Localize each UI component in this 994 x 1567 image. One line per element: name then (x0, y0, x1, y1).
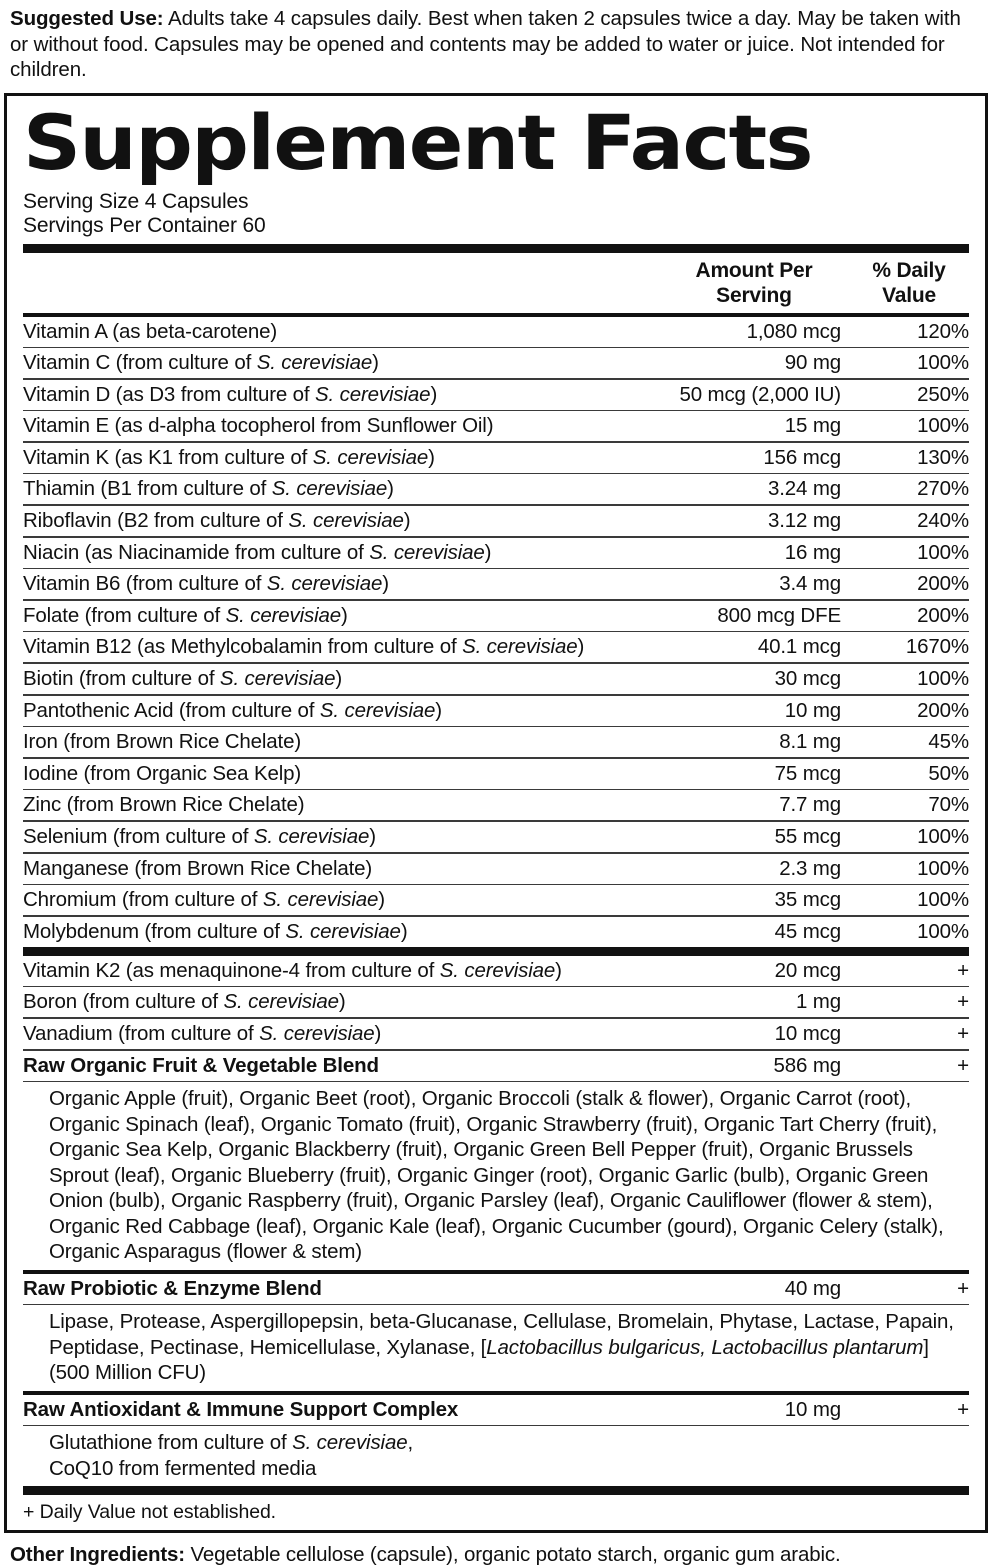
suggested-use-label: Suggested Use: (10, 7, 164, 30)
header-amount-line2: Serving (716, 283, 792, 307)
nutrient-row (23, 727, 969, 757)
nutrient-amount: 586 mg (773, 1053, 841, 1077)
nutrient-daily-value: 45% (928, 730, 969, 754)
nutrient-row (23, 1019, 969, 1049)
nutrient-name: Raw Antioxidant & Immune Support Complex (23, 1397, 459, 1421)
nutrient-name: Riboflavin (B2 from culture of S. cerevisiae) (23, 509, 411, 533)
divider-thick-mid (23, 947, 969, 956)
nutrient-name: Vitamin D (as D3 from culture of S. cerevisiae) (23, 382, 438, 406)
nutrient-daily-value: + (957, 1276, 969, 1300)
nutrient-name: Iron (from Brown Rice Chelate) (23, 730, 302, 754)
blend-ingredients: Lipase, Protease, Aspergillopepsin, beta-Glucanase, Cellulase, Bromelain, Phytase, Lactase, Papain, Peptidase, Pectinase, Hemicellulase, Xylanase, [Lactobacillus bulgaricus, Lactobacillus plantarum] (500 Million CFU) (49, 1310, 954, 1385)
nutrient-name: Vitamin E (as d-alpha tocopherol from Sunflower Oil) (23, 414, 494, 438)
nutrient-name: Folate (from culture of S. cerevisiae) (23, 603, 348, 627)
nutrient-name: Iodine (from Organic Sea Kelp) (23, 761, 302, 785)
nutrient-daily-value: 250% (917, 382, 969, 406)
nutrient-amount: 10 mg (784, 698, 841, 722)
nutrient-name: Vitamin K (as K1 from culture of S. cerevisiae) (23, 445, 435, 469)
nutrient-daily-value: 130% (917, 445, 969, 469)
blend-row (23, 1051, 969, 1081)
nutrient-name: Manganese (from Brown Rice Chelate) (23, 856, 373, 880)
nutrient-daily-value: 240% (917, 509, 969, 533)
nutrient-amount: 8.1 mg (779, 730, 841, 754)
other-nutrients-list (23, 956, 969, 1051)
other-ingredients-label: Other Ingredients: (10, 1543, 185, 1567)
nutrient-row (23, 632, 969, 662)
nutrient-name: Vitamin A (as beta-carotene) (23, 319, 278, 343)
nutrient-amount: 3.24 mg (767, 477, 841, 501)
nutrient-daily-value: + (957, 1021, 969, 1045)
nutrient-name: Pantothenic Acid (from culture of S. cerevisiae) (23, 698, 442, 722)
nutrient-row (23, 987, 969, 1017)
nutrient-amount: 1,080 mcg (746, 319, 841, 343)
nutrient-row (23, 538, 969, 568)
nutrient-amount: 3.12 mg (767, 509, 841, 533)
nutrient-daily-value: 50% (928, 761, 969, 785)
nutrient-row (23, 696, 969, 726)
other-ingredients-paragraph (0, 1533, 994, 1567)
nutrient-name: Chromium (from culture of S. cerevisiae) (23, 888, 385, 912)
blend-ingredients: Organic Apple (fruit), Organic Beet (root), Organic Broccoli (stalk & flower), Organic Carrot (root), Organic Spinach (leaf), Organic Tomato (fruit), Organic Strawberry (fruit), Organic Tart Cherry (fruit), Organic Sea Kelp, Organic Blackberry (fruit), Organic Green Bell Pepper (fruit), Organic Brussels Sprout (leaf), Organic Blueberry (fruit), Organic Ginger (root), Organic Garlic (bulb), Organic Green Onion (bulb), Organic Raspberry (fruit), Organic Parsley (leaf), Organic Cauliflower (flower & stem), Organic Red Cabbage (leaf), Organic Kale (leaf), Organic Cucumber (gourd), Organic Celery (stalk), Organic Asparagus (flower & stem) (49, 1087, 944, 1264)
divider-thick-bottom (23, 1486, 969, 1495)
nutrient-amount: 156 mcg (763, 445, 841, 469)
nutrient-name: Vitamin B6 (from culture of S. cerevisiae) (23, 572, 389, 596)
nutrient-name: Niacin (as Niacinamide from culture of S. cerevisiae) (23, 540, 492, 564)
nutrient-amount: 16 mg (784, 540, 841, 564)
nutrient-row (23, 443, 969, 473)
other-ingredients-text: Vegetable cellulose (capsule), organic potato starch, organic gum arabic. (184, 1543, 841, 1567)
nutrient-daily-value: + (957, 1397, 969, 1421)
divider-thick-top (23, 244, 969, 253)
nutrient-row (23, 601, 969, 631)
blend-row (23, 1274, 969, 1304)
nutrient-daily-value: 270% (917, 477, 969, 501)
nutrient-amount: 35 mcg (774, 888, 841, 912)
blend-row (23, 1395, 969, 1425)
nutrient-amount: 75 mcg (774, 761, 841, 785)
blend-ingredients: Glutathione from culture of S. cerevisiae, CoQ10 from fermented media (49, 1431, 414, 1480)
nutrient-amount: 55 mcg (774, 825, 841, 848)
nutrient-daily-value: 200% (917, 572, 969, 596)
nutrient-row (23, 790, 969, 820)
nutrient-row (23, 664, 969, 694)
nutrient-amount: 7.7 mg (779, 793, 841, 817)
nutrient-amount: 15 mg (784, 414, 841, 438)
nutrient-name: Vitamin B12 (as Methylcobalamin from culture of S. cerevisiae) (23, 635, 585, 659)
nutrient-daily-value: + (957, 1053, 969, 1077)
nutrient-row (23, 917, 969, 947)
nutrient-name: Vanadium (from culture of S. cerevisiae) (23, 1021, 382, 1045)
nutrient-daily-value: 200% (917, 603, 969, 627)
nutrient-daily-value: 100% (917, 414, 969, 438)
nutrient-daily-value: 1670% (905, 635, 969, 659)
header-amount-line1: Amount Per (695, 258, 813, 282)
header-daily-value (849, 258, 969, 308)
suggested-use-paragraph (0, 0, 994, 83)
nutrient-name: Raw Probiotic & Enzyme Blend (23, 1276, 322, 1300)
nutrient-daily-value: 120% (917, 319, 969, 343)
nutrient-row (23, 506, 969, 536)
nutrient-row (23, 854, 969, 884)
nutrient-amount: 40.1 mcg (757, 635, 841, 659)
nutrient-daily-value: 100% (917, 856, 969, 880)
nutrient-name: Boron (from culture of S. cerevisiae) (23, 990, 346, 1014)
nutrient-name: Vitamin K2 (as menaquinone-4 from culture of S. cerevisiae) (23, 958, 562, 982)
nutrient-amount: 30 mcg (774, 667, 841, 691)
header-amount-per-serving (659, 258, 849, 308)
nutrient-amount: 10 mg (784, 1397, 841, 1421)
nutrient-amount: 90 mg (784, 351, 841, 375)
nutrient-amount: 3.4 mg (779, 572, 841, 596)
nutrient-name: Thiamin (B1 from culture of S. cerevisiae) (23, 477, 394, 501)
supplement-facts-panel (4, 93, 988, 1534)
nutrient-daily-value: + (957, 958, 969, 982)
nutrient-row (23, 822, 969, 852)
serving-size: Serving Size 4 Capsules (23, 189, 249, 213)
nutrient-daily-value: 100% (917, 351, 969, 375)
nutrient-name: Selenium (from culture of S. cerevisiae) (23, 825, 376, 848)
nutrient-name: Biotin (from culture of S. cerevisiae) (23, 667, 343, 691)
nutrient-row (23, 348, 969, 378)
nutrient-name: Zinc (from Brown Rice Chelate) (23, 793, 305, 817)
nutrient-daily-value: 200% (917, 698, 969, 722)
nutrient-amount: 20 mcg (774, 958, 841, 982)
nutrient-daily-value: 100% (917, 919, 969, 943)
nutrient-daily-value: + (957, 990, 969, 1014)
header-dv-line2: Value (882, 283, 936, 307)
nutrient-daily-value: 100% (917, 825, 969, 848)
nutrient-amount: 800 mcg DFE (717, 603, 841, 627)
nutrient-name: Molybdenum (from culture of S. cerevisiae) (23, 919, 408, 943)
header-dv-line1: % Daily (872, 258, 946, 282)
servings-per-container: Servings Per Container 60 (23, 213, 266, 237)
nutrient-amount: 45 mcg (774, 919, 841, 943)
nutrient-row (23, 380, 969, 410)
nutrient-amount: 40 mg (784, 1276, 841, 1300)
nutrient-amount: 1 mg (796, 990, 841, 1014)
nutrient-row (23, 474, 969, 504)
nutrient-row (23, 569, 969, 599)
nutrient-daily-value: 70% (928, 793, 969, 817)
nutrient-amount: 10 mcg (774, 1021, 841, 1045)
blends-list (23, 1051, 969, 1487)
serving-info (23, 186, 969, 244)
nutrient-amount: 50 mcg (2,000 IU) (679, 382, 841, 406)
suggested-use-text: Adults take 4 capsules daily. Best when taken 2 capsules twice a day. May be taken with or without food. Capsules may be opened and contents may be added to water or juice. Not intended for children. (10, 7, 961, 81)
nutrient-daily-value: 100% (917, 540, 969, 564)
nutrient-name: Vitamin C (from culture of S. cerevisiae) (23, 351, 379, 375)
vitamins-minerals-list (23, 317, 969, 947)
column-header-row (23, 253, 969, 313)
nutrient-daily-value: 100% (917, 667, 969, 691)
panel-title: Supplement Facts (23, 97, 812, 187)
nutrient-row (23, 956, 969, 986)
nutrient-row (23, 885, 969, 915)
nutrient-row (23, 759, 969, 789)
nutrient-row (23, 317, 969, 347)
nutrient-daily-value: 100% (917, 888, 969, 912)
nutrient-amount: 2.3 mg (779, 856, 841, 880)
nutrient-name: Raw Organic Fruit & Vegetable Blend (23, 1053, 379, 1077)
nutrient-row (23, 411, 969, 441)
footnote: + Daily Value not established. (23, 1501, 277, 1524)
